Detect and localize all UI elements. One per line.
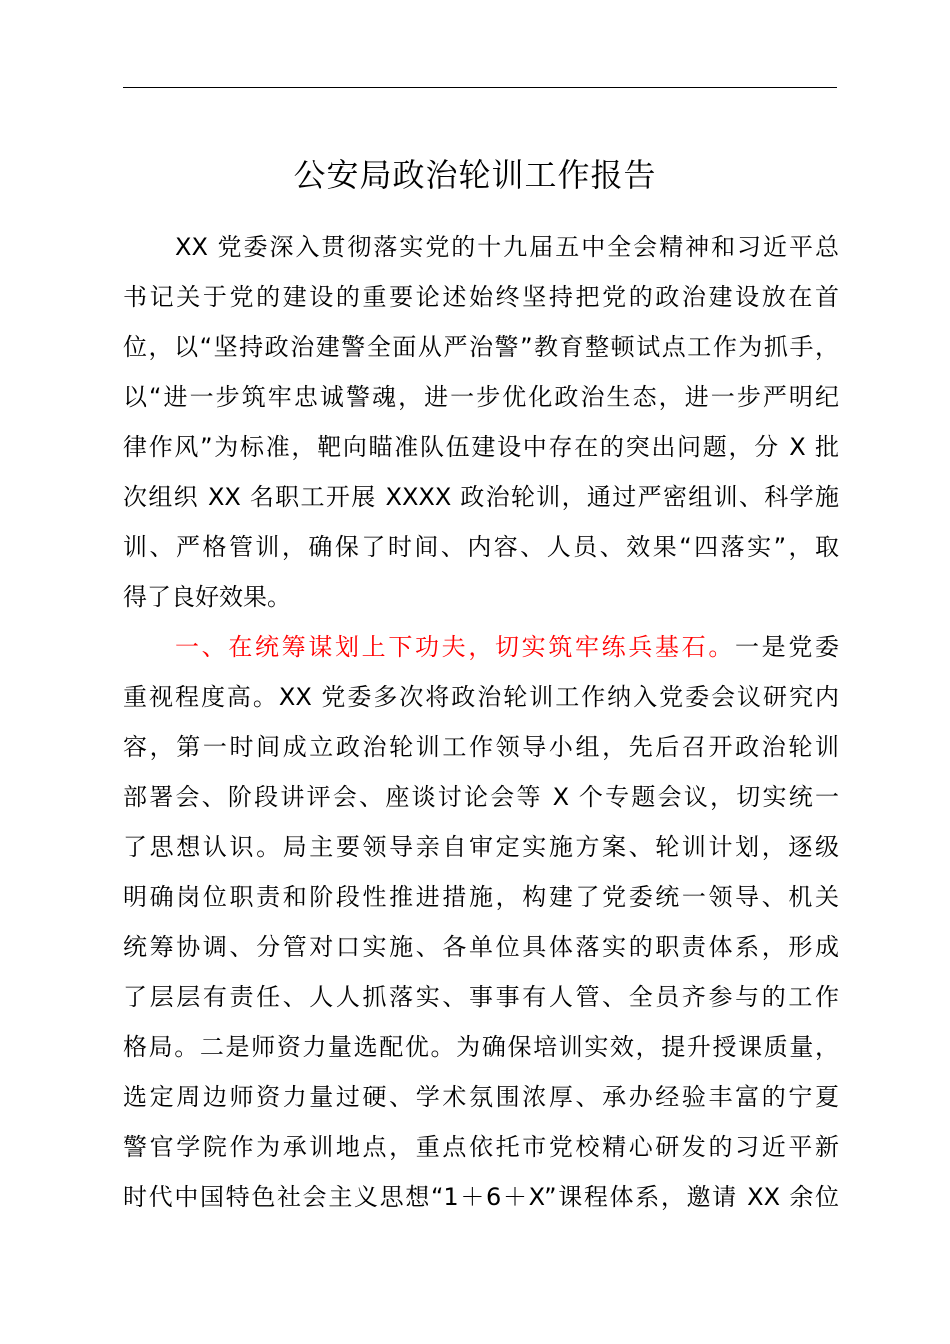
text-line: 容，第一时间成立政治轮训工作领导小组，先后召开政治轮训 xyxy=(123,733,839,761)
paragraph-section-1 xyxy=(123,622,839,1222)
text-line: 统筹协调、分管对口实施、各单位具体落实的职责体系，形成 xyxy=(123,933,839,961)
header-rule xyxy=(123,87,837,88)
text-line: 书记关于党的建设的重要论述始终坚持把党的政治建设放在首 xyxy=(123,283,839,311)
section-heading: 一、在统筹谋划上下功夫，切实筑牢练兵基石。 xyxy=(175,633,735,661)
text-line xyxy=(123,622,839,672)
text-line: XX 党委深入贯彻落实党的十九届五中全会精神和习近平总 xyxy=(175,233,839,261)
text-line: 重视程度高。XX 党委多次将政治轮训工作纳入党委会议研究内 xyxy=(123,683,839,711)
text-line: 明确岗位职责和阶段性推进措施，构建了党委统一领导、机关 xyxy=(123,883,839,911)
text-line: 次组织 XX 名职工开展 XXXX 政治轮训，通过严密组训、科学施 xyxy=(123,483,839,511)
text-line: 选定周边师资力量过硬、学术氛围浓厚、承办经验丰富的宁夏 xyxy=(123,1083,839,1111)
document-body xyxy=(123,222,839,1222)
text-line: 了层层有责任、人人抓落实、事事有人管、全员齐参与的工作 xyxy=(123,983,839,1011)
text-line: 时代中国特色社会主义思想“1＋6＋X”课程体系，邀请 XX 余位 xyxy=(123,1183,839,1211)
text-line: 位，以“坚持政治建警全面从严治警”教育整顿试点工作为抓手， xyxy=(123,333,839,361)
text-line: 了思想认识。局主要领导亲自审定实施方案、轮训计划，逐级 xyxy=(123,833,839,861)
text-line: 得了良好效果。 xyxy=(123,583,291,611)
document-title: 公安局政治轮训工作报告 xyxy=(293,156,657,194)
text-line: 训、严格管训，确保了时间、内容、人员、效果“四落实”，取 xyxy=(123,533,839,561)
text-line: 部署会、阶段讲评会、座谈讨论会等 X 个专题会议，切实统一 xyxy=(123,783,839,811)
text-line: 以“进一步筑牢忠诚警魂，进一步优化政治生态，进一步严明纪 xyxy=(123,383,839,411)
text-line: 格局。二是师资力量选配优。为确保培训实效，提升授课质量， xyxy=(123,1033,839,1061)
section-heading-continuation: 一是党委 xyxy=(735,633,839,661)
text-line: 警官学院作为承训地点，重点依托市党校精心研发的习近平新 xyxy=(123,1133,839,1161)
text-line: 律作风”为标准，靶向瞄准队伍建设中存在的突出问题，分 X 批 xyxy=(123,433,839,461)
paragraph-intro xyxy=(123,222,839,622)
